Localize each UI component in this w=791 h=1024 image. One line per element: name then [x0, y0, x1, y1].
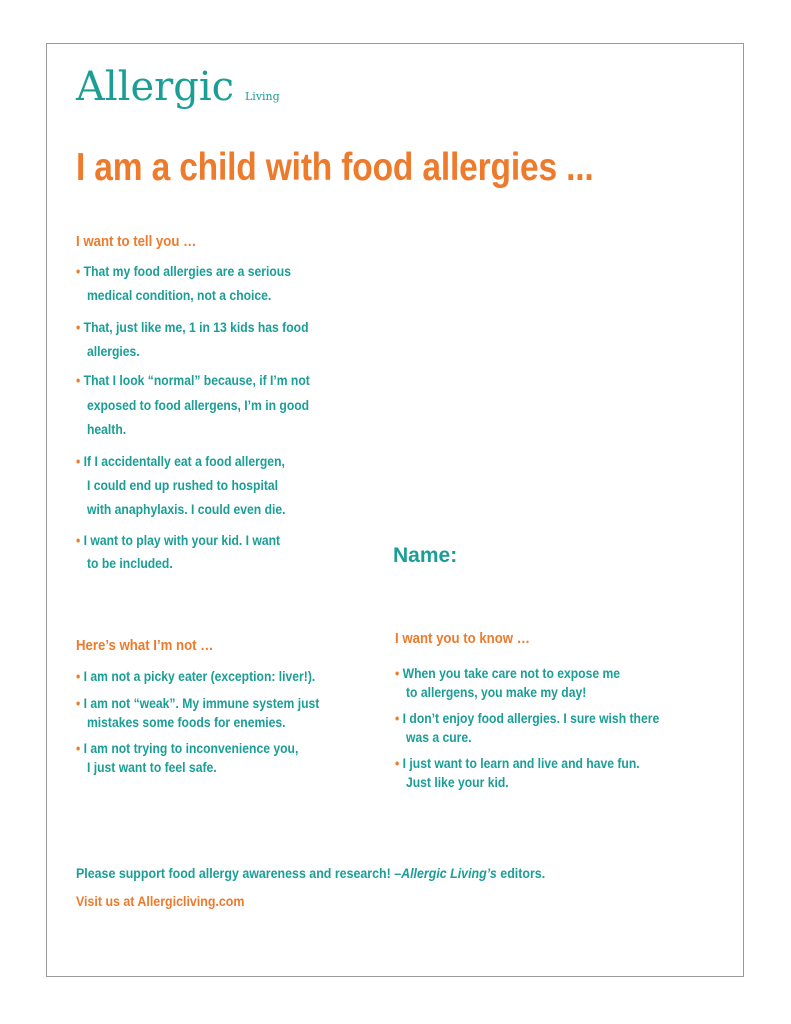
page-title: I am a child with food allergies ... [76, 146, 594, 189]
bullet-dot: • [76, 696, 81, 711]
know-bullet-2-line-2: was a cure. [406, 730, 472, 745]
know-bullet-3-line-2: Just like your kid. [406, 775, 509, 790]
bullet-dot: • [76, 669, 81, 684]
tell-bullet-1 [76, 264, 291, 279]
tell-bullet-3-line-2: exposed to food allergens, I’m in good [87, 398, 310, 413]
tell-bullet-4-line-2: I could end up rushed to hospital [87, 478, 279, 493]
not-bullet-1 [76, 669, 315, 684]
not-bullet-2-line-2: mistakes some foods for enemies. [87, 715, 286, 730]
not-bullet-2 [76, 696, 319, 711]
line: I am not trying to inconvenience you, [83, 741, 299, 756]
know-bullet-1-line-2: to allergens, you make my day! [406, 685, 587, 700]
line: That, just like me, 1 in 13 kids has food [83, 320, 309, 335]
support-italic: Allergic Living’s [401, 866, 497, 881]
bullet-dot: • [76, 264, 81, 279]
know-bullet-3 [395, 756, 640, 771]
tell-bullet-4-line-3: with anaphylaxis. I could even die. [87, 502, 286, 517]
line: I am not “weak”. My immune system just [83, 696, 320, 711]
tell-bullet-4 [76, 454, 285, 469]
line: When you take care not to expose me [402, 666, 621, 681]
bullet-dot: • [395, 711, 400, 726]
line: If I accidentally eat a food allergen, [83, 454, 285, 469]
line: I just want to learn and live and have fun. [402, 756, 640, 771]
logo-living: Living [245, 90, 280, 103]
tell-bullet-3-line-3: health. [87, 422, 127, 437]
tell-bullet-1-line-2: medical condition, not a choice. [87, 288, 272, 303]
tell-heading: I want to tell you … [76, 233, 197, 250]
bullet-dot: • [76, 533, 81, 548]
support-suffix: editors. [496, 866, 546, 881]
bullet-dot: • [76, 454, 81, 469]
tell-bullet-3 [76, 373, 310, 388]
line: I want to play with your kid. I want [83, 533, 281, 548]
support-line [76, 866, 545, 881]
know-bullet-2 [395, 711, 659, 726]
bullet-dot: • [395, 666, 400, 681]
visit-link[interactable]: Visit us at Allergicliving.com [76, 894, 245, 909]
not-bullet-3-line-2: I just want to feel safe. [87, 760, 217, 775]
line: I am not a picky eater (exception: liver!). [83, 669, 316, 684]
not-bullet-3 [76, 741, 298, 756]
bullet-dot: • [395, 756, 400, 771]
tell-bullet-5-line-2: to be included. [87, 556, 173, 571]
name-label: Name: [393, 544, 458, 567]
line: That I look “normal” because, if I’m not [83, 373, 310, 388]
line: I don’t enjoy food allergies. I sure wish there [402, 711, 660, 726]
line: That my food allergies are a serious [83, 264, 291, 279]
bullet-dot: • [76, 320, 81, 335]
know-heading: I want you to know … [395, 630, 530, 647]
logo-allergic: Allergic [76, 64, 235, 110]
bullet-dot: • [76, 741, 81, 756]
tell-bullet-5 [76, 533, 280, 548]
bullet-dot: • [76, 373, 81, 388]
support-prefix: Please support food allergy awareness and research! – [76, 866, 402, 881]
tell-bullet-2 [76, 320, 308, 335]
not-heading: Here’s what I’m not … [76, 637, 214, 654]
tell-bullet-2-line-2: allergies. [87, 344, 140, 359]
know-bullet-1 [395, 666, 620, 681]
